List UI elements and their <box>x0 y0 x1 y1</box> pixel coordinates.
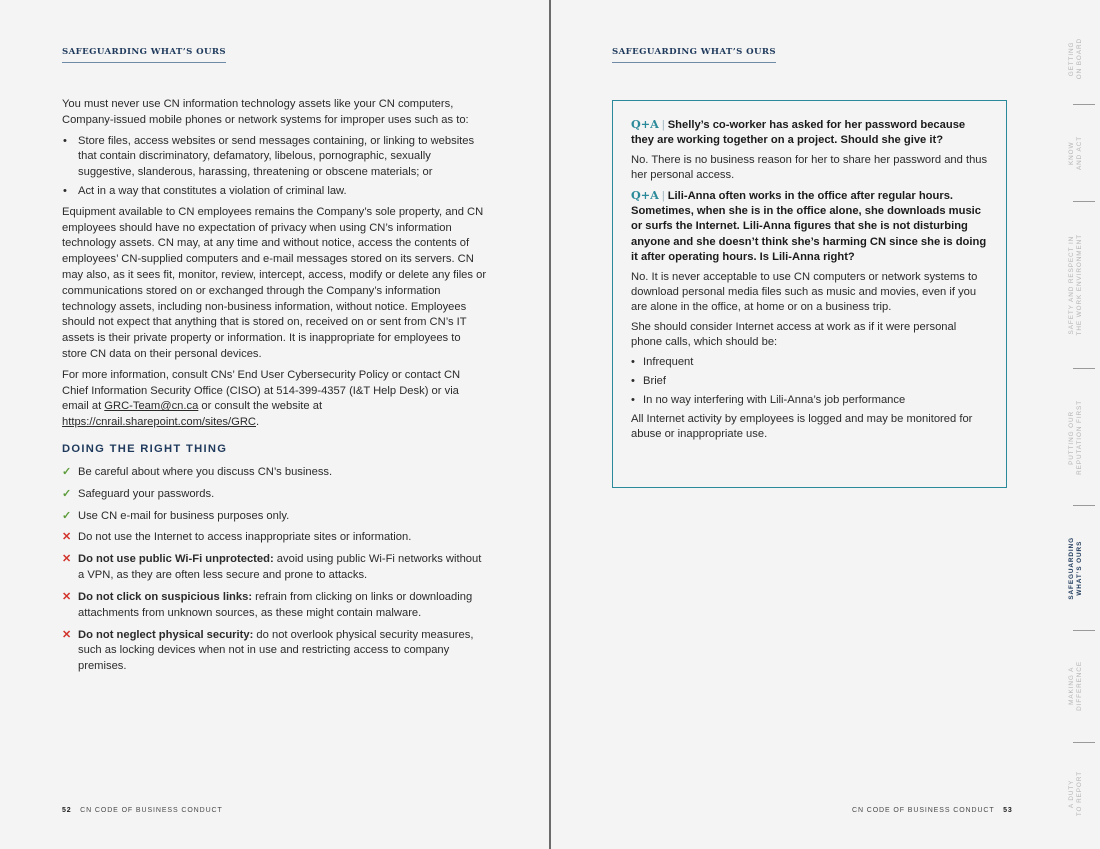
side-tab-duty-to-report[interactable] <box>1051 744 1100 844</box>
checkmark-icon: ✓ <box>62 487 72 500</box>
right-footer <box>852 807 1013 814</box>
qa-separator: | <box>661 189 665 202</box>
answer: She should consider Internet access at work as if it were personal phone calls, which should be: <box>631 320 957 349</box>
left-footer <box>62 807 223 814</box>
item-bold-text: Do not use public Wi-Fi unprotected: <box>78 553 274 566</box>
footer-text: CN CODE OF BUSINESS CONDUCT <box>80 807 223 814</box>
list-item <box>62 628 487 675</box>
cross-icon: ✕ <box>62 628 72 641</box>
website-link[interactable]: https://cnrail.sharepoint.com/sites/GRC <box>62 416 256 429</box>
side-tab-label: PUTTING OUR REPUTATION FIRST <box>1067 399 1083 475</box>
email-link[interactable]: GRC-Team@cn.ca <box>104 400 199 413</box>
info-text: or consult the website at <box>198 400 323 413</box>
equipment-paragraph: Equipment available to CN employees remains the Company’s sole property, and CN employees should have no expectation of privacy when using CN’s information technology assets. CN may, at any time and without notice, access the contents of employees’ CN-supplied computers and e-mail messages stored on its servers. CN may also, as it sees fit, monitor, review, intercept, access, modify or delete any files or communications stored on or exchanged through the Company’s information technology assets, including non-business information, without notice. Employees should not expect that anything that is stored on, received on or sent from CN’s IT assets is their private property or information. It is inappropriate for employees to store CN data on their personal devices. <box>62 205 487 360</box>
list-item: • Brief <box>631 374 988 389</box>
improper-use-list <box>62 134 487 200</box>
side-tab-divider <box>1073 630 1095 631</box>
side-tab-divider <box>1073 742 1095 743</box>
info-text: For more information, consult CNs’ End User Cybersecurity Policy or contact CN Chief Information Security Office (CISO) at 514-399-4357 (I&T Help Desk) or via email at <box>62 368 461 413</box>
list-item: • Infrequent <box>631 355 988 370</box>
qa-label: Q+A <box>631 187 659 202</box>
intro-paragraph: You must never use CN information technology assets like your CN computers, Company-issued mobile phones or network systems for improper uses such as to: <box>62 98 469 126</box>
item-text: Be careful about where you discuss CN’s business. <box>78 465 333 478</box>
info-paragraph <box>62 368 487 431</box>
side-tab-know-and-act[interactable] <box>1051 106 1100 200</box>
doing-right-thing-title: DOING THE RIGHT THING <box>62 442 228 455</box>
cross-icon: ✕ <box>62 531 72 544</box>
item-text: avoid using public Wi-Fi networks without a VPN, as they are often less secure and prone to attacks. <box>78 553 482 582</box>
side-tab-label: A DUTY TO REPORT <box>1067 771 1083 817</box>
doing-right-thing-list <box>62 465 487 675</box>
list-item <box>62 487 487 503</box>
item-text: do not overlook physical security measures, such as locking devices when not in use and restricting access to company premises. <box>78 628 474 673</box>
footer-text: CN CODE OF BUSINESS CONDUCT <box>852 807 995 814</box>
side-tab-safety-and-respect[interactable] <box>1051 203 1100 367</box>
cross-icon: ✕ <box>62 553 72 566</box>
list-item <box>62 530 487 546</box>
list-item <box>62 552 487 584</box>
answer: No. There is no business reason for her to share her password and thus her personal access. <box>631 153 988 182</box>
side-tab-divider <box>1073 368 1095 369</box>
page-number: 52 <box>62 807 72 814</box>
item-text: Safeguard your passwords. <box>78 487 215 500</box>
list-item <box>62 590 487 622</box>
cross-icon: ✕ <box>62 590 72 603</box>
qa-separator: | <box>661 119 665 131</box>
answer: All Internet activity by employees is logged and may be monitored for abuse or inappropriate use. <box>631 412 973 441</box>
side-tab-label: SAFETY AND RESPECT IN THE WORK ENVIRONMENT <box>1067 234 1083 336</box>
side-tab-making-a-difference[interactable] <box>1051 632 1100 740</box>
list-item: • In no way interfering with Lili-Anna’s job performance <box>631 393 988 408</box>
side-tab-label: KNOW AND ACT <box>1067 136 1083 170</box>
item-text: refrain from clicking on links or downloading attachments from unknown sources, as these might contain malware. <box>78 590 473 619</box>
side-tab-label: MAKING A DIFFERENCE <box>1067 661 1083 711</box>
list-item: • Store files, access websites or send messages containing, or linking to websites that contain discriminatory, defamatory, libelous, pornographic, sexually suggestive, slanderous, harassing, threatening or obscene materials; or <box>62 134 487 181</box>
list-item: • Act in a way that constitutes a violation of criminal law. <box>62 184 487 200</box>
answer: No. It is never acceptable to use CN computers or network systems to download personal media files such as music and movies, even if you are alone in the office, at home or on a business trip. <box>631 270 978 314</box>
side-tab-divider <box>1073 104 1095 105</box>
item-text: Do not use the Internet to access inappropriate sites or information. <box>78 531 412 544</box>
checkmark-icon: ✓ <box>62 509 72 522</box>
side-tab-safeguarding[interactable] <box>1051 507 1100 629</box>
item-bold-text: Do not neglect physical security: <box>78 628 254 641</box>
right-page <box>551 0 1100 849</box>
section-header: SAFEGUARDING WHAT’S OURS <box>62 47 226 63</box>
item-text: Use CN e-mail for business purposes only. <box>78 509 290 522</box>
side-tab-label: SAFEGUARDING WHAT’S OURS <box>1067 536 1083 600</box>
side-tab-label: GETTING ON BOARD <box>1067 38 1083 80</box>
checkmark-icon: ✓ <box>62 465 72 478</box>
qa-label: Q+A <box>631 117 659 131</box>
qa-box <box>612 100 1007 488</box>
page-number: 53 <box>1003 807 1013 814</box>
answer-list <box>631 355 988 408</box>
list-item <box>62 465 487 481</box>
question <box>631 188 988 266</box>
list-item <box>62 509 487 525</box>
side-tab-divider <box>1073 201 1095 202</box>
left-body <box>62 97 487 681</box>
question-text: Lili-Anna often works in the office after regular hours. Sometimes, when she is in the office alone, she downloads music or surfs the Internet. Lili-Anna figures that she is not disturbing anyone and she doesn’t think she’s harming CN since she is doing it after operating hours. Is Lili-Anna right? <box>631 189 987 264</box>
side-tab-getting-on-board[interactable] <box>1051 16 1100 102</box>
question-text: Shelly’s co-worker has asked for her password because they are working together on a project. Should she give it? <box>631 119 966 147</box>
info-text: . <box>256 416 260 429</box>
side-tab-reputation[interactable] <box>1051 370 1100 504</box>
left-page <box>0 0 549 849</box>
section-header: SAFEGUARDING WHAT’S OURS <box>612 47 776 63</box>
item-bold-text: Do not click on suspicious links: <box>78 590 253 603</box>
side-tab-divider <box>1073 505 1095 506</box>
question <box>631 117 988 149</box>
